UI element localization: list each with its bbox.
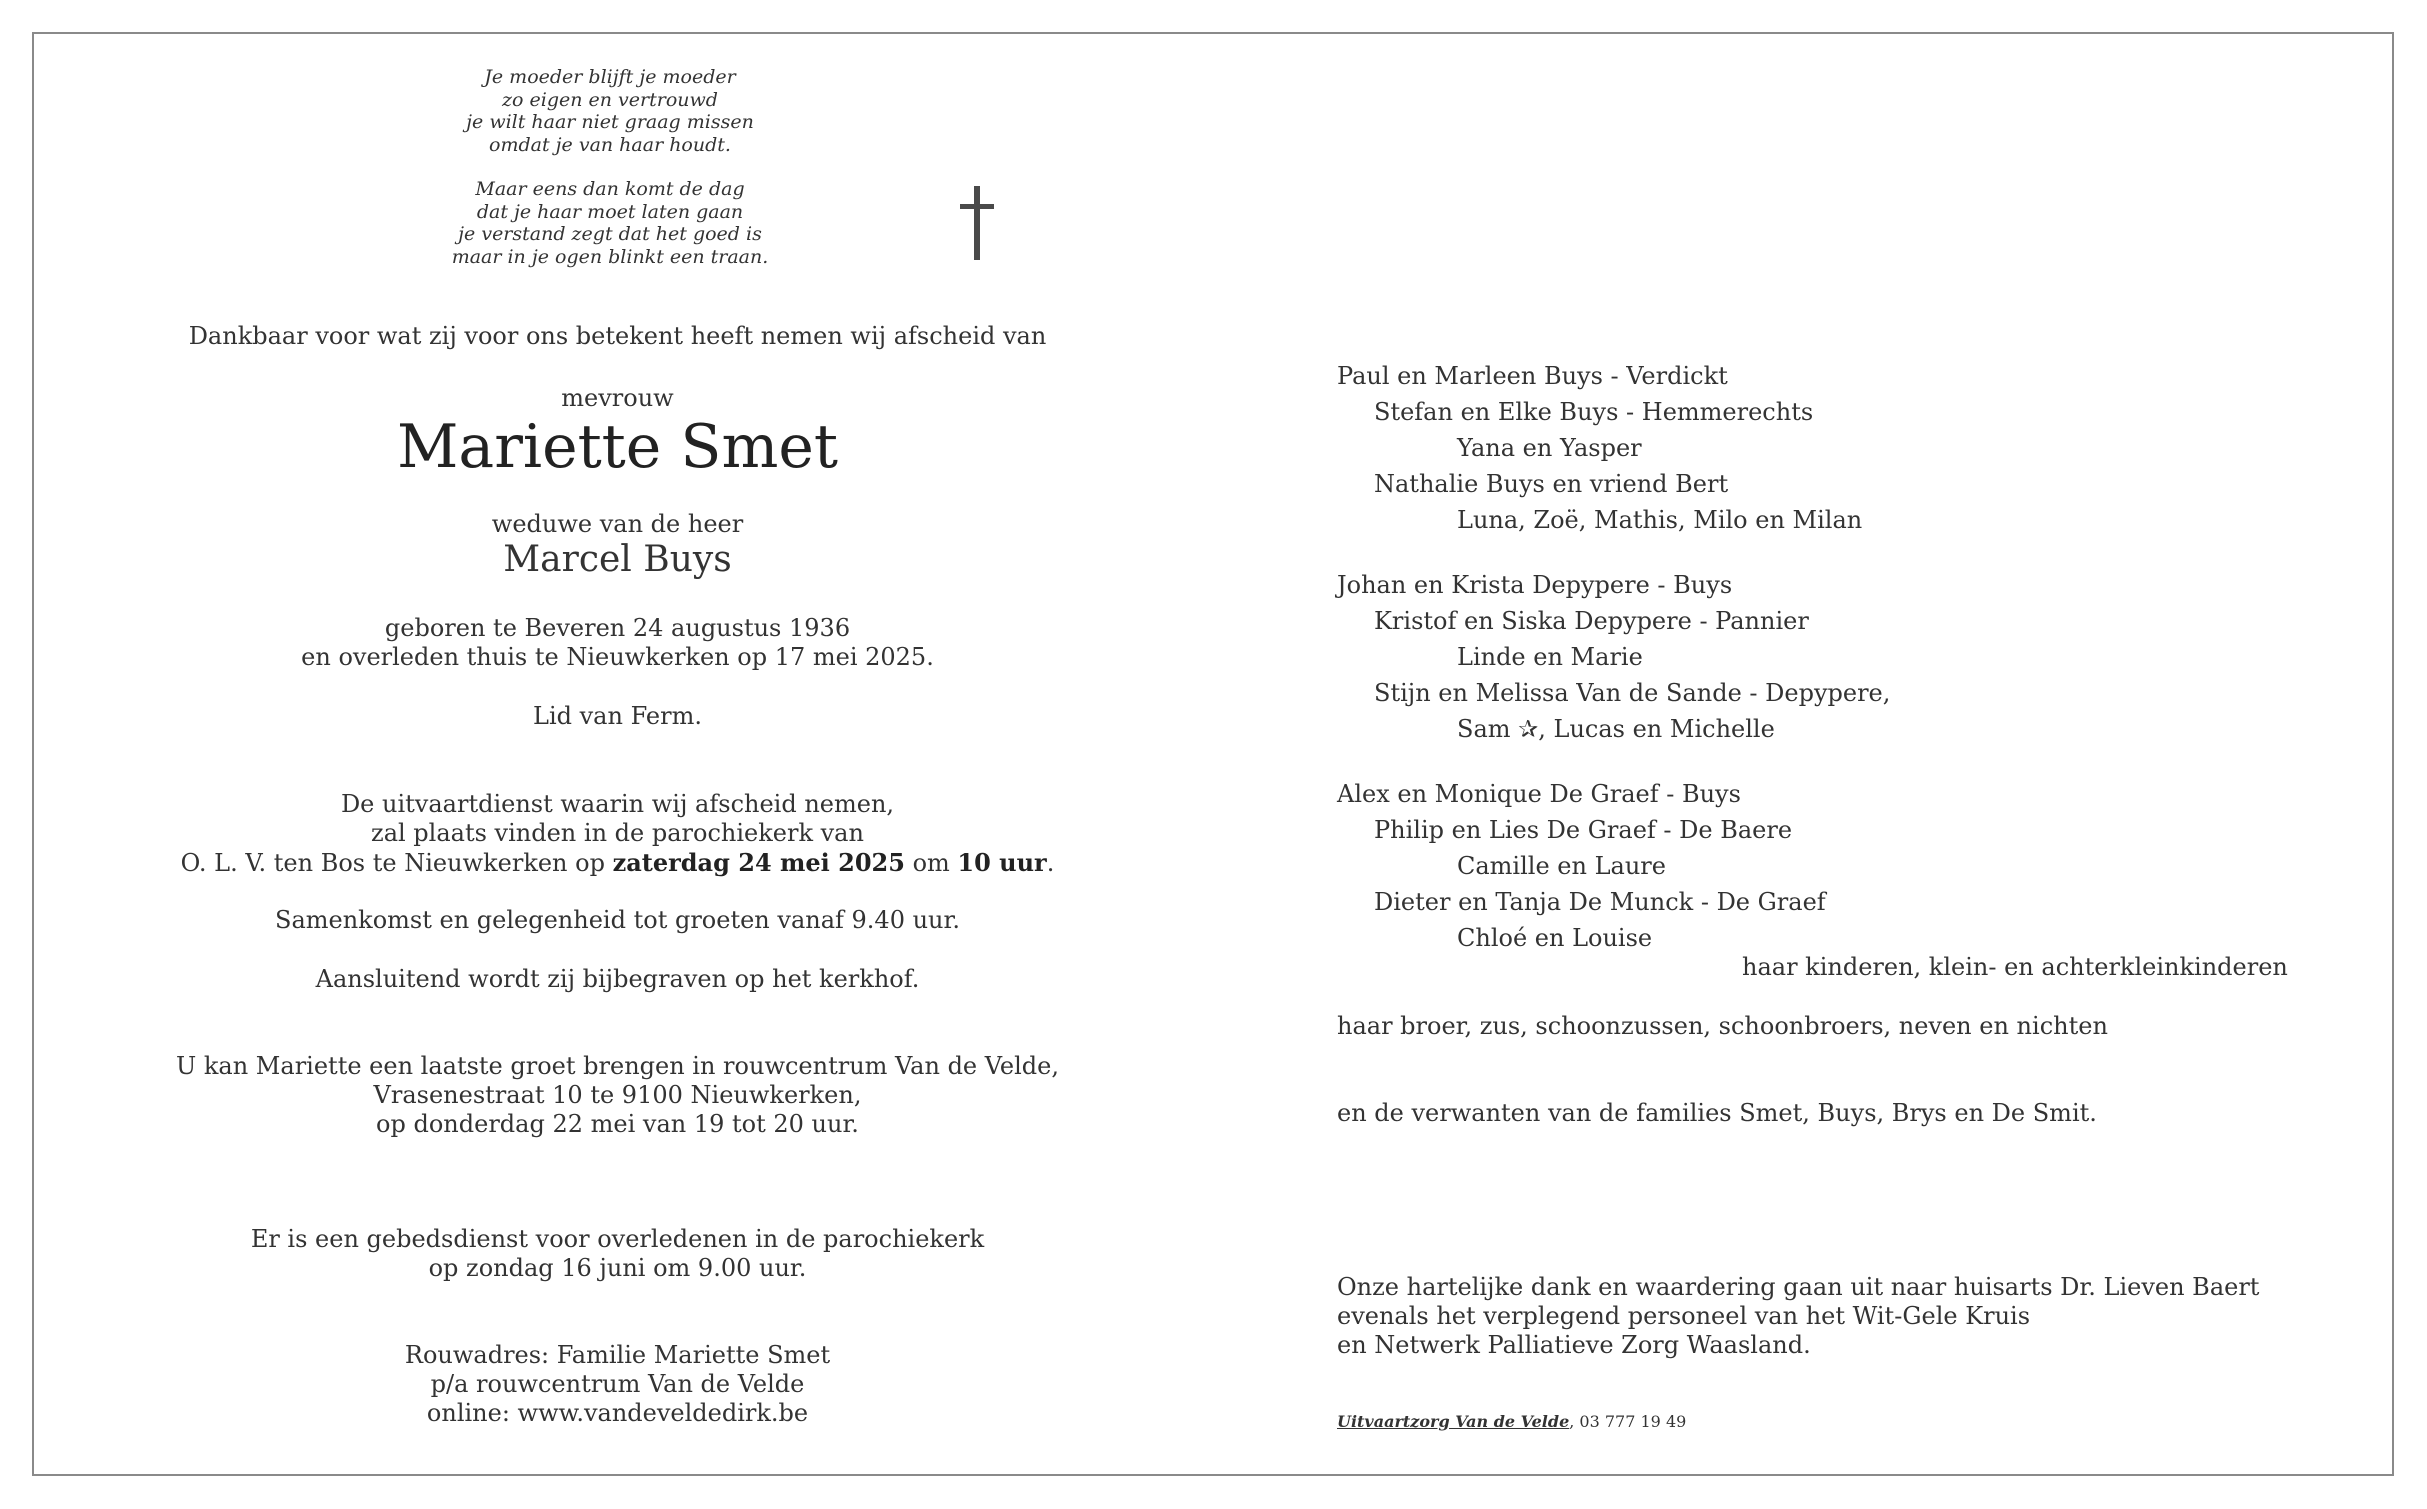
address-line-2: p/a rouwcentrum Van de Velde — [430, 1370, 805, 1398]
poem-stanza-1 — [410, 66, 810, 156]
service-time: 10 uur — [957, 848, 1047, 877]
visit-line-1: U kan Mariette een laatste groet brengen in rouwcentrum Van de Velde, — [176, 1052, 1059, 1080]
burial-line: Aansluitend wordt zij bijbegraven op het kerkhof. — [315, 965, 920, 993]
service-line-2: zal plaats vinden in de parochiekerk van — [371, 819, 864, 847]
visit-line-3: op donderdag 22 mei van 19 tot 20 uur. — [376, 1110, 859, 1138]
family-line: Stijn en Melissa Van de Sande - Depypere, — [1374, 679, 1891, 707]
thanks-line-3: en Netwerk Palliatieve Zorg Waasland. — [1337, 1331, 1811, 1359]
children-summary: haar kinderen, klein- en achterkleinkinderen — [1742, 953, 2288, 981]
membership-line: Lid van Ferm. — [533, 702, 702, 730]
service-period: . — [1046, 849, 1055, 877]
poem-stanza-2 — [410, 178, 810, 268]
deceased-name: Mariette Smet — [396, 412, 838, 482]
service-location: O. L. V. ten Bos te Nieuwkerken op — [180, 849, 613, 877]
family-line: Philip en Lies De Graef - De Baere — [1374, 816, 1793, 844]
prayer-line-2: op zondag 16 juni om 9.00 uur. — [428, 1254, 807, 1282]
service-connector: om — [904, 849, 958, 877]
intro-text: Dankbaar voor wat zij voor ons betekent heeft nemen wij afscheid van — [188, 322, 1047, 350]
poem-line: omdat je van haar houdt. — [489, 133, 731, 156]
birth-line: geboren te Beveren 24 augustus 1936 — [384, 614, 851, 642]
funeral-home-phone: , 03 777 19 49 — [1569, 1412, 1687, 1431]
poem-line: maar in je ogen blinkt een traan. — [451, 245, 769, 268]
prayer-line-1: Er is een gebedsdienst voor overledenen in de parochiekerk — [250, 1225, 985, 1253]
family-line: Kristof en Siska Depypere - Pannier — [1374, 607, 1809, 635]
family-line: Dieter en Tanja De Munck - De Graef — [1374, 888, 1826, 916]
thanks-line-1: Onze hartelijke dank en waardering gaan uit naar huisarts Dr. Lieven Baert — [1337, 1273, 2260, 1301]
family-line: Camille en Laure — [1457, 852, 1666, 880]
poem-line: dat je haar moet laten gaan — [476, 200, 744, 223]
poem-line: Je moeder blijft je moeder — [484, 66, 736, 88]
thanks-line-2: evenals het verplegend personeel van het Wit-Gele Kruis — [1337, 1302, 2031, 1330]
death-line: en overleden thuis te Nieuwkerken op 17 mei 2025. — [301, 643, 934, 671]
poem-line: je verstand zegt dat het goed is — [458, 223, 762, 245]
gathering-line: Samenkomst en gelegenheid tot groeten vanaf 9.40 uur. — [275, 906, 960, 934]
widow-line: weduwe van de heer — [491, 510, 744, 538]
poem-line: je wilt haar niet graag missen — [466, 111, 754, 133]
family-line: Chloé en Louise — [1457, 924, 1653, 952]
visit-line-2: Vrasenestraat 10 te 9100 Nieuwkerken, — [373, 1081, 862, 1109]
family-line: Sam ✰, Lucas en Michelle — [1457, 715, 1775, 743]
family-line: Nathalie Buys en vriend Bert — [1374, 470, 1729, 498]
honorific: mevrouw — [561, 384, 674, 412]
family-line: Paul en Marleen Buys - Verdickt — [1337, 362, 1728, 390]
address-line-3: online: www.vandeveldedirk.be — [426, 1399, 809, 1427]
service-line-3 — [150, 848, 1085, 878]
poem-line: Maar eens dan komt de dag — [475, 178, 745, 200]
funeral-home-brand: Uitvaartzorg Van de Velde — [1337, 1412, 1570, 1431]
family-line: Yana en Yasper — [1457, 434, 1642, 462]
poem-line: zo eigen en vertrouwd — [502, 88, 718, 111]
footer — [1337, 1412, 1686, 1432]
spouse-name: Marcel Buys — [503, 539, 732, 580]
family-line: Luna, Zoë, Mathis, Milo en Milan — [1457, 506, 1863, 534]
family-line: Johan en Krista Depypere - Buys — [1337, 571, 1733, 599]
family-line: Linde en Marie — [1457, 643, 1643, 671]
siblings-line: haar broer, zus, schoonzussen, schoonbroers, neven en nichten — [1337, 1012, 2108, 1040]
service-date: zaterdag 24 mei 2025 — [612, 848, 905, 877]
relatives-line: en de verwanten van de families Smet, Buys, Brys en De Smit. — [1337, 1099, 2097, 1127]
family-line: Alex en Monique De Graef - Buys — [1337, 780, 1741, 808]
address-line-1: Rouwadres: Familie Mariette Smet — [404, 1341, 831, 1369]
service-line-1: De uitvaartdienst waarin wij afscheid nemen, — [340, 790, 895, 818]
family-line: Stefan en Elke Buys - Hemmerechts — [1374, 398, 1814, 426]
